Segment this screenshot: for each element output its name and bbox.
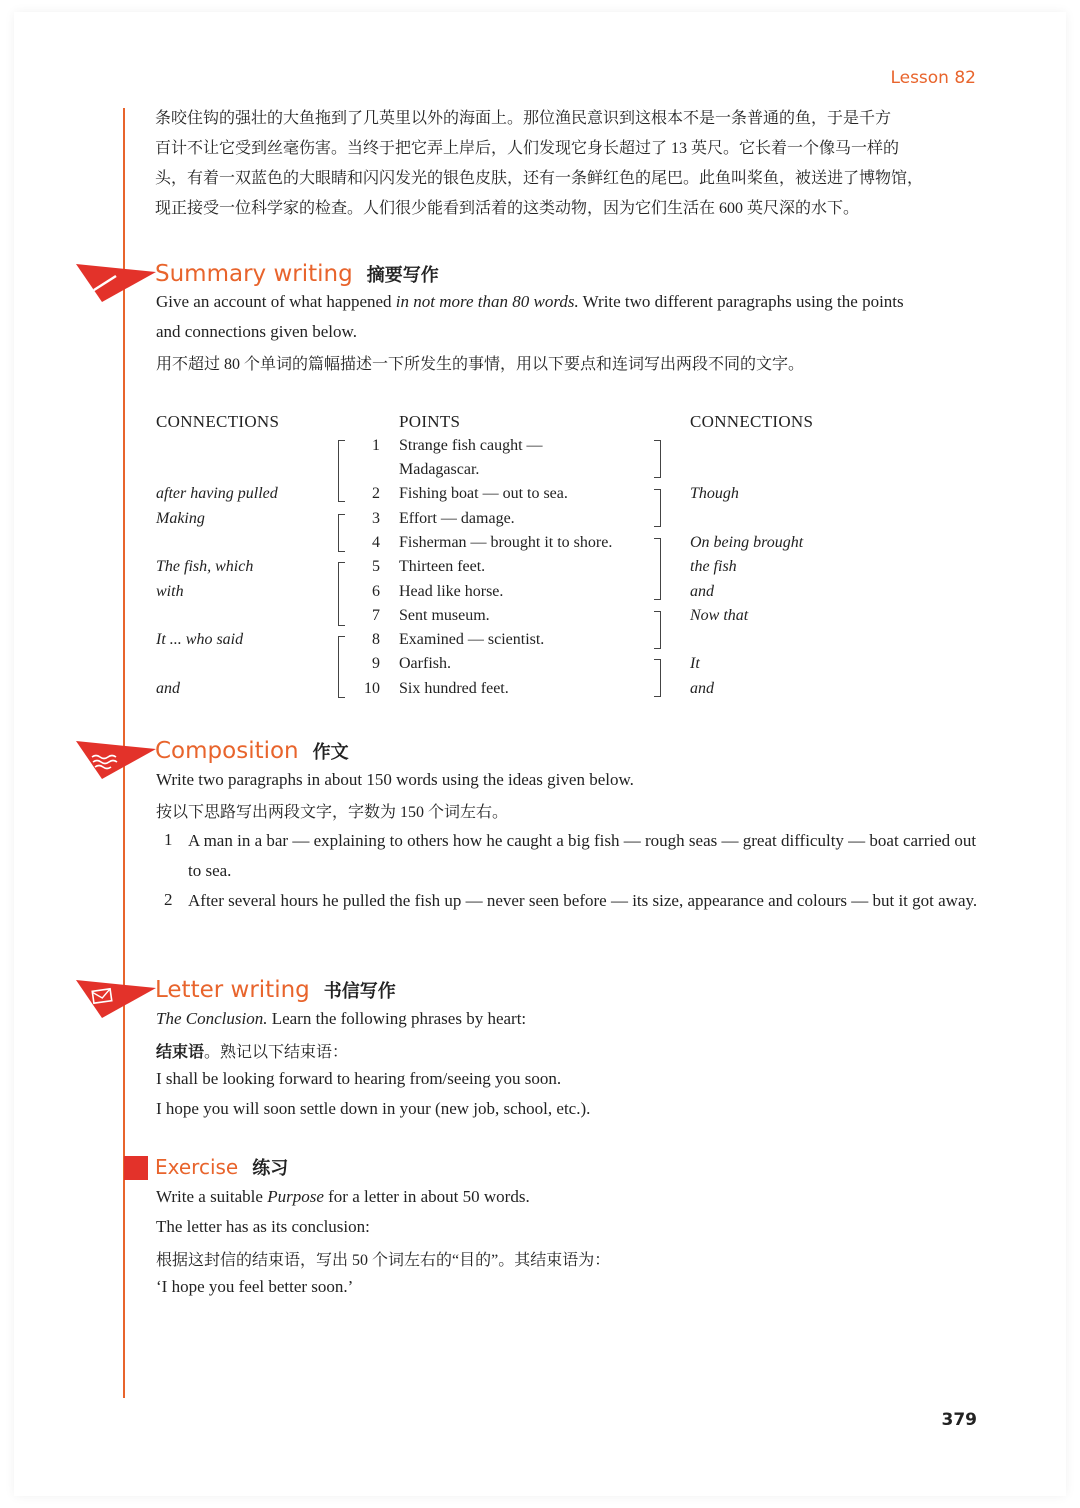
exercise-marker — [124, 1156, 148, 1180]
text: Write two different paragraphs using the points — [578, 292, 904, 311]
composition-item-text: A man in a bar — explaining to others how he caught a big fish — rough seas — great difficulty — boat carried out to sea. — [188, 831, 977, 880]
exercise-heading — [155, 1154, 288, 1180]
text: for a letter in about 50 words. — [323, 1187, 530, 1206]
section-title: Summary writing — [155, 261, 353, 287]
point-text: Fishing boat — out to sea. — [399, 485, 568, 502]
composition-instruction: Write two paragraphs in about 150 words using the ideas given below. — [156, 770, 634, 789]
composition-instruction-zh: 按以下思路写出两段文字，字数为 150 个词左右。 — [156, 804, 509, 821]
intro-chinese-paragraph — [155, 104, 977, 224]
point-text: Strange fish caught — — [399, 437, 543, 454]
letter-phrase: I hope you will soon settle down in your (new job, school, etc.). — [156, 1099, 591, 1118]
point-text: Six hundred feet. — [399, 680, 509, 697]
intro-line: 条咬住钩的强壮的大鱼拖到了几英里以外的海面上。那位渔民意识到这根本不是一条普通的鱼，于是千方 — [155, 110, 892, 127]
point-number: 2 — [372, 485, 380, 502]
envelope-icon — [76, 978, 156, 1028]
point-number: 4 — [372, 534, 380, 551]
bracket-right — [654, 538, 661, 600]
section-title-zh: 练习 — [252, 1158, 289, 1179]
point-number: 3 — [372, 510, 380, 527]
text: 。熟记以下结束语： — [204, 1044, 349, 1061]
composition-heading — [155, 738, 349, 764]
bracket-right — [654, 611, 661, 649]
connection-right: Though — [690, 485, 739, 502]
connection-left: after having pulled — [156, 485, 278, 502]
point-text: Madagascar. — [399, 461, 480, 478]
point-number: 5 — [372, 558, 380, 575]
section-title-zh: 书信写作 — [323, 981, 396, 1002]
bracket-left — [338, 636, 345, 698]
connection-right: It — [690, 655, 700, 672]
letter-writing-heading — [155, 977, 396, 1003]
intro-line: 现正接受一位科学家的检查。人们很少能看到活着的这类动物，因为它们生活在 600 英尺深的水下。 — [155, 200, 860, 217]
point-number: 1 — [372, 437, 380, 454]
section-title: Composition — [155, 738, 299, 764]
connection-right: Now that — [690, 607, 749, 624]
points-header: POINTS — [399, 412, 461, 431]
text: Give an account of what happened — [156, 292, 396, 311]
point-number: 10 — [364, 680, 380, 697]
waves-icon — [76, 739, 156, 789]
page-number: 379 — [941, 1410, 977, 1430]
connection-right: and — [690, 583, 714, 600]
exercise-instruction-cont: The letter has as its conclusion: — [156, 1217, 370, 1236]
connection-right: the fish — [690, 558, 737, 575]
point-text: Sent museum. — [399, 607, 490, 624]
section-title: Exercise — [155, 1155, 239, 1179]
text-bold: 结束语 — [156, 1044, 205, 1061]
intro-line: 头，有着一双蓝色的大眼睛和闪闪发光的银色皮肤，还有一条鲜红色的尾巴。此鱼叫桨鱼，被送进了博物馆， — [155, 170, 924, 187]
point-number: 6 — [372, 583, 380, 600]
summary-instruction-cont: and connections given below. — [156, 322, 357, 341]
point-number: 8 — [372, 631, 380, 648]
point-text: Fisherman — brought it to shore. — [399, 534, 613, 551]
section-title-zh: 作文 — [312, 742, 349, 763]
summary-writing-heading — [155, 261, 439, 287]
bracket-left — [338, 562, 345, 626]
text: Write a suitable — [156, 1187, 268, 1206]
text-italic: The Conclusion. — [156, 1009, 268, 1028]
summary-instruction-zh: 用不超过 80 个单词的篇幅描述一下所发生的事情，用以下要点和连词写出两段不同的文字。 — [156, 356, 805, 373]
connections-right-header: CONNECTIONS — [690, 412, 814, 431]
composition-item-text: After several hours he pulled the fish up — never seen before — its size, appearance and colours — but it got away. — [188, 891, 978, 910]
connection-right: On being brought — [690, 534, 804, 551]
point-text: Examined — scientist. — [399, 631, 545, 648]
lesson-label: Lesson 82 — [890, 68, 976, 88]
point-text: Oarfish. — [399, 655, 451, 672]
connection-left: The fish, which — [156, 558, 254, 575]
text-italic: in not more than 80 words. — [395, 292, 579, 311]
point-text: Effort — damage. — [399, 510, 515, 527]
connection-left: and — [156, 680, 180, 697]
intro-line: 百计不让它受到丝毫伤害。当终于把它弄上岸后，人们发现它身长超过了 13 英尺。它长着一个像马一样的 — [155, 140, 900, 157]
point-text: Thirteen feet. — [399, 558, 486, 575]
connection-left: It ... who said — [156, 631, 244, 648]
summary-instruction — [156, 292, 904, 312]
connection-right: and — [690, 680, 714, 697]
bracket-right — [654, 489, 661, 527]
section-title: Letter writing — [155, 977, 310, 1003]
text: Learn the following phrases by heart: — [267, 1009, 527, 1028]
pencil-icon — [76, 262, 156, 312]
connection-left: with — [156, 583, 184, 600]
composition-item-number: 1 — [164, 830, 173, 849]
composition-item-number: 2 — [164, 890, 173, 909]
section-title-zh: 摘要写作 — [366, 265, 439, 286]
letter-phrase: I shall be looking forward to hearing from/seeing you soon. — [156, 1069, 562, 1088]
point-number: 7 — [372, 607, 380, 624]
connections-left-header: CONNECTIONS — [156, 412, 280, 431]
letter-instruction — [156, 1009, 526, 1029]
bracket-right — [654, 659, 661, 697]
exercise-instruction — [156, 1187, 530, 1207]
bracket-left — [338, 440, 345, 502]
text-italic: Purpose — [267, 1187, 324, 1206]
connection-left: Making — [156, 510, 205, 527]
exercise-quote: ‘I hope you feel better soon.’ — [156, 1277, 354, 1296]
point-text: Head like horse. — [399, 583, 504, 600]
point-number: 9 — [372, 655, 380, 672]
letter-instruction-zh — [156, 1039, 348, 1062]
bracket-right — [654, 440, 661, 478]
bracket-left — [338, 514, 345, 552]
exercise-instruction-zh: 根据这封信的结束语，写出 50 个词左右的“目的”。其结束语为： — [156, 1252, 611, 1269]
